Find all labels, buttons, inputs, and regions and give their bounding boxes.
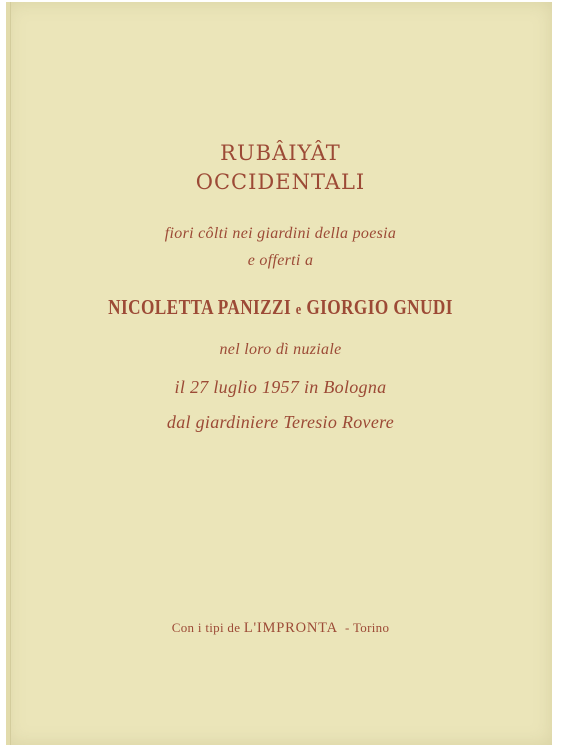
occasion-line-1: nel loro dì nuziale [219,341,342,358]
title-line-2: OCCIDENTALI [195,170,366,194]
printer-prefix: Con i tipi de [171,620,241,635]
couple-names [50,295,510,320]
occasion-line-2: il 27 luglio 1957 in Bologna [174,377,387,397]
dedication-line-2: e offerti a [247,252,314,269]
printer-separator: - [345,620,350,635]
printer-name: L'IMPRONTA [243,620,338,636]
dedication-line-1: fiori côlti nei giardini della poesia [164,225,397,242]
printer-credit [0,620,561,637]
groom-name: GIORGIO GNUDI [306,295,453,319]
title-line-1: RUBÂIYÂT [220,141,341,165]
names-conjunction: e [295,302,302,318]
occasion-line-3: dal giardiniere Teresio Rovere [166,412,395,432]
bride-name: NICOLETTA PANIZZI [108,295,292,319]
printer-city: Torino [352,620,390,635]
